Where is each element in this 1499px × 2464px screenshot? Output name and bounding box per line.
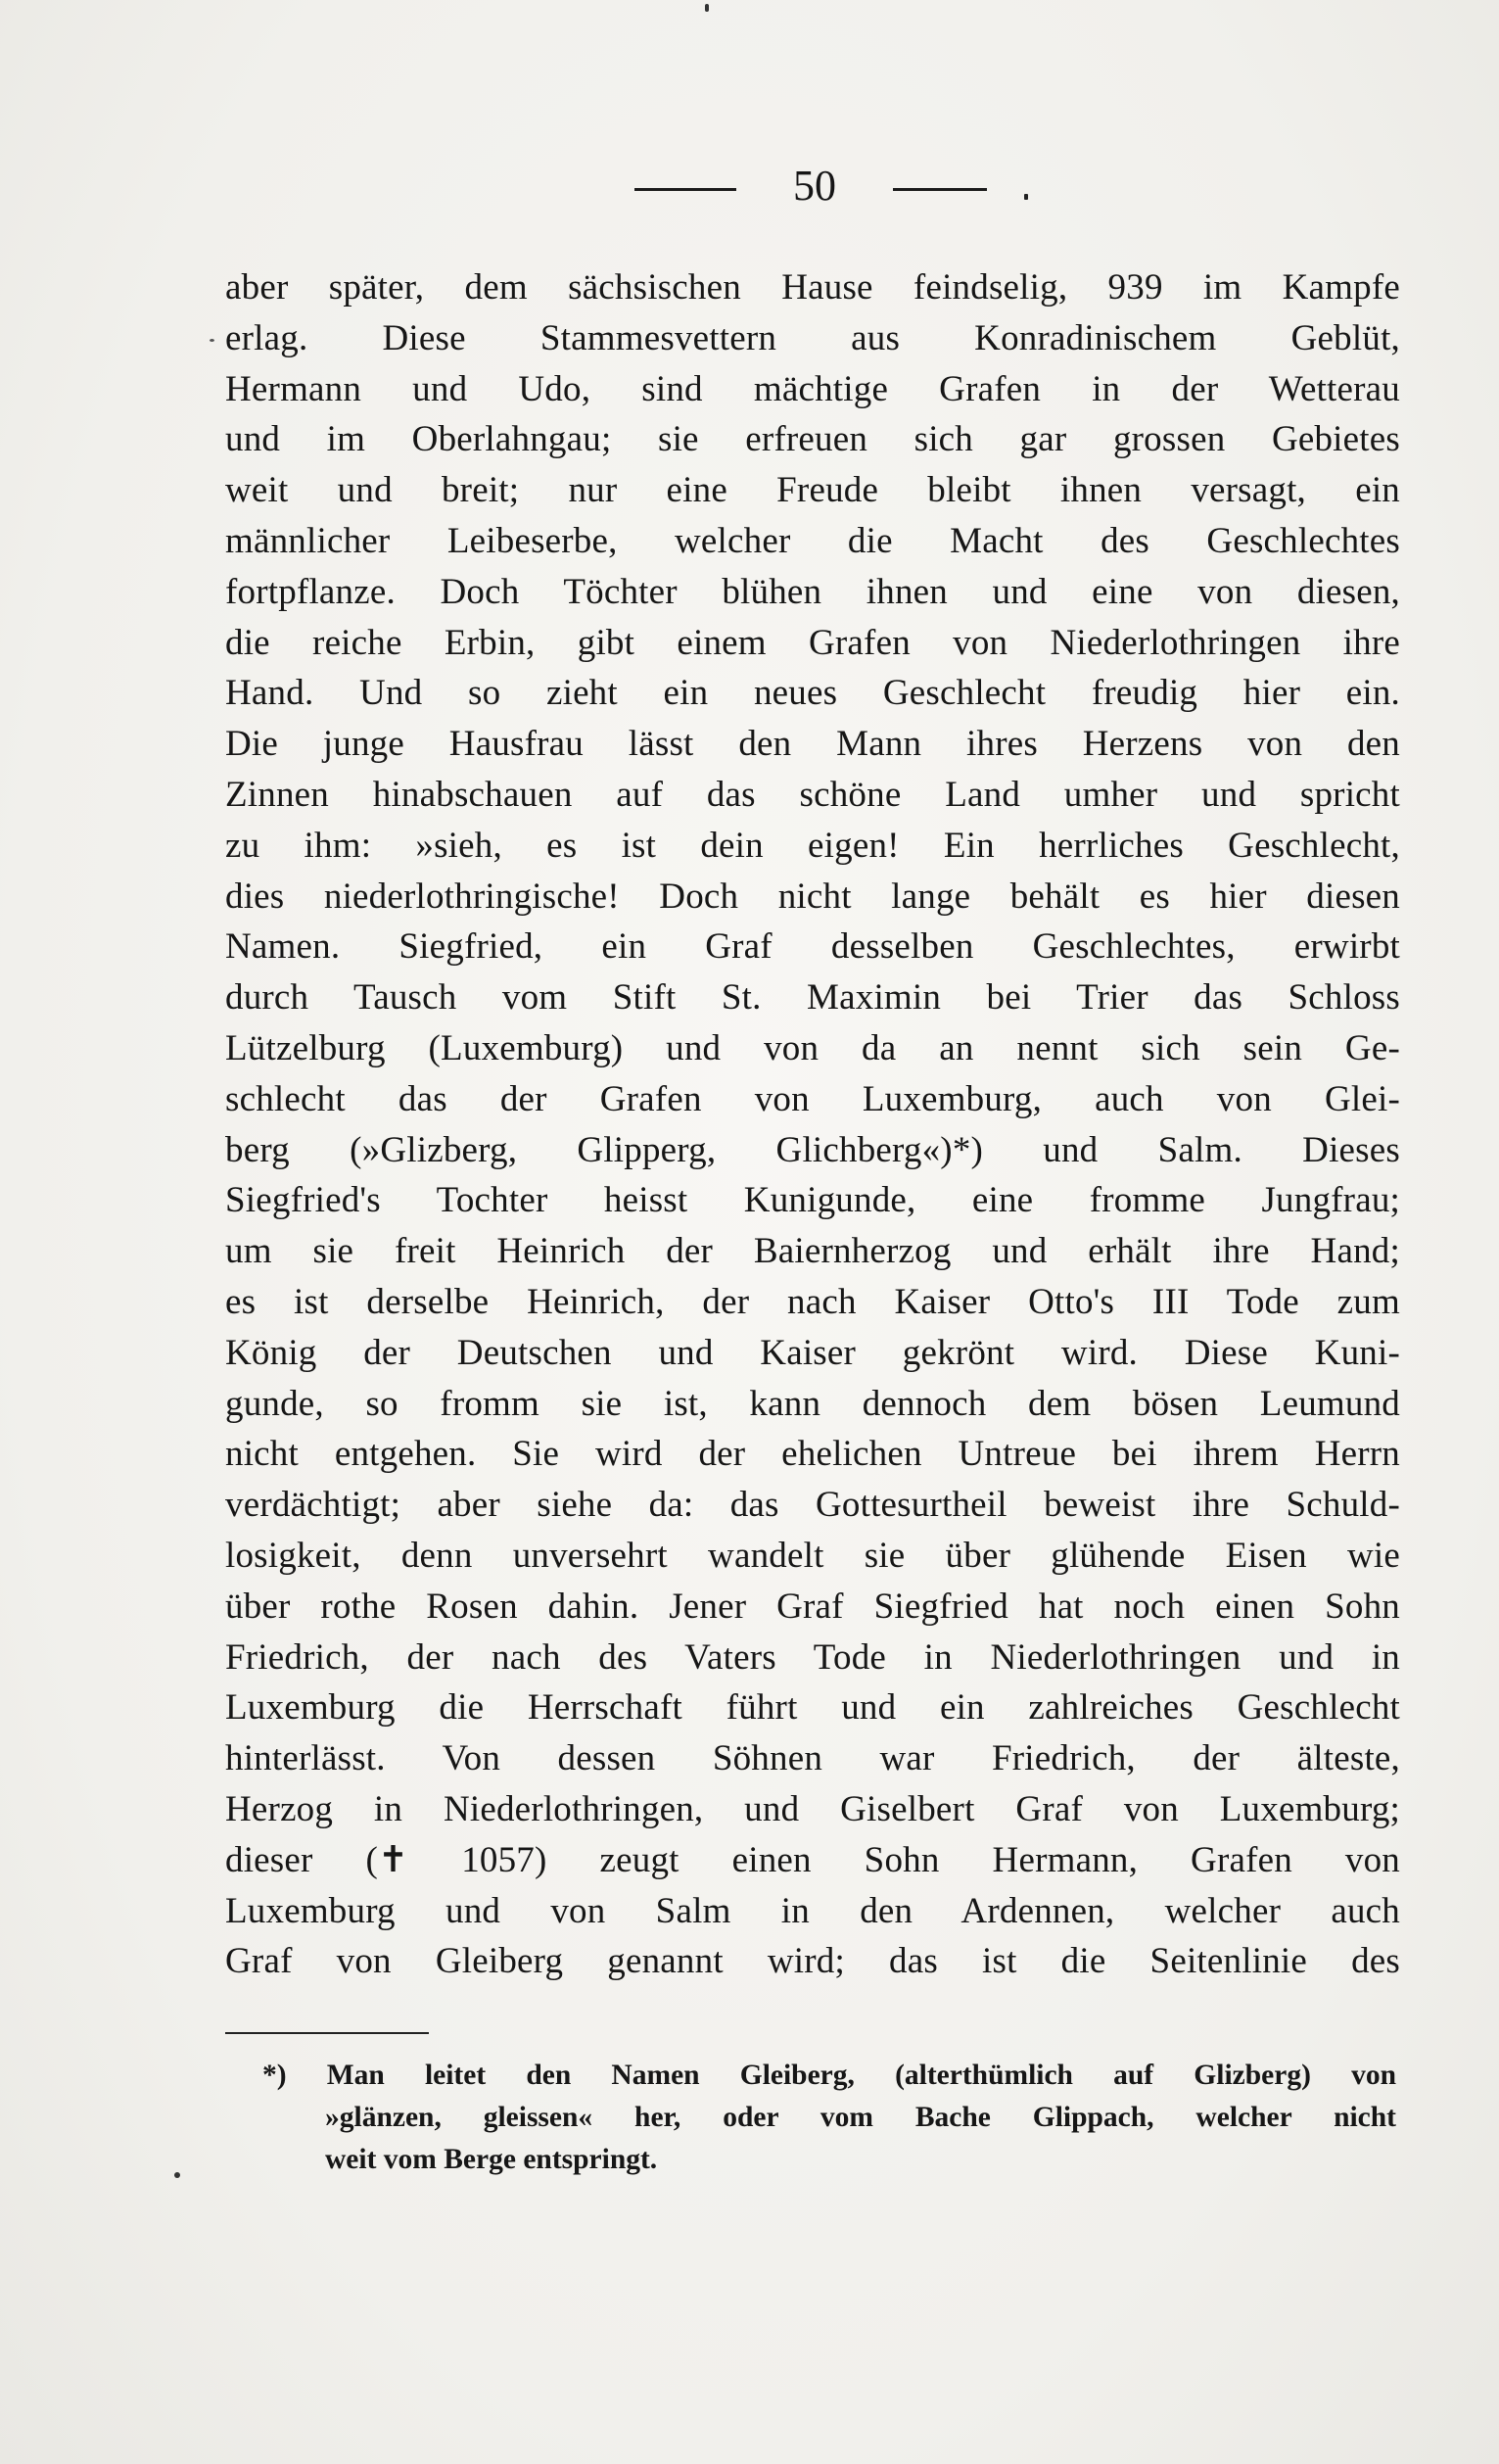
body-line: berg (»Glizberg, Glipperg, Glichberg«)*) und Salm. Dieses — [225, 1129, 1400, 1170]
body-line: Luxemburg und von Salm in den Ardennen, welcher auch — [225, 1890, 1400, 1931]
print-speck — [705, 4, 709, 12]
body-line: weit und breit; nur eine Freude bleibt ihnen versagt, ein — [225, 470, 1400, 511]
footnote-line: weit vom Berge entspringt. — [325, 2144, 658, 2175]
body-line: Friedrich, der nach des Vaters Tode in Niederlothringen und in — [225, 1636, 1400, 1678]
body-line: nicht entgehen. Sie wird der ehelichen Untreue bei ihrem Herrn — [225, 1434, 1400, 1475]
body-line: Lützelburg (Luxemburg) und von da an nennt sich sein Ge- — [225, 1027, 1400, 1068]
body-line: dieser (✝ 1057) zeugt einen Sohn Hermann, Grafen von — [225, 1839, 1400, 1880]
page-header — [0, 157, 1499, 215]
body-line: erlag. Diese Stammesvettern aus Konradinischem Geblüt, — [225, 317, 1400, 358]
body-line: hinterlässt. Von dessen Söhnen war Friedrich, der älteste, — [225, 1738, 1400, 1779]
footnote-line: *) Man leitet den Namen Gleiberg, (alterthümlich auf Glizberg) von — [262, 2060, 1396, 2091]
body-line: Namen. Siegfried, ein Graf desselben Geschlechtes, erwirbt — [225, 926, 1400, 968]
body-line: zu ihm: »sieh, es ist dein eigen! Ein herrliches Geschlecht, — [225, 825, 1400, 866]
body-line: männlicher Leibeserbe, welcher die Macht des Geschlechtes — [225, 520, 1400, 561]
body-line: durch Tausch vom Stift St. Maximin bei Trier das Schloss — [225, 977, 1400, 1019]
body-line: und im Oberlahngau; sie erfreuen sich gar grossen Gebietes — [225, 419, 1400, 460]
body-line: über rothe Rosen dahin. Jener Graf Siegfried hat noch einen Sohn — [225, 1586, 1400, 1627]
header-dot — [1024, 194, 1028, 200]
footnote-divider — [225, 2032, 429, 2034]
body-text — [225, 262, 1400, 1987]
body-line: Herzog in Niederlothringen, und Giselbert Graf von Luxemburg; — [225, 1788, 1400, 1829]
footnote-line: »glänzen, gleissen« her, oder vom Bache Glippach, welcher nicht — [325, 2102, 1396, 2133]
body-line: Graf von Gleiberg genannt wird; das ist die Seitenlinie des — [225, 1941, 1400, 1982]
body-line: um sie freit Heinrich der Baiernherzog und erhält ihre Hand; — [225, 1231, 1400, 1272]
body-line: fortpflanze. Doch Töchter blühen ihnen und eine von diesen, — [225, 571, 1400, 612]
body-line: die reiche Erbin, gibt einem Grafen von Niederlothringen ihre — [225, 622, 1400, 663]
body-line: Hand. Und so zieht ein neues Geschlecht freudig hier ein. — [225, 673, 1400, 714]
body-line: Die junge Hausfrau lässt den Mann ihres Herzens von den — [225, 724, 1400, 765]
footnote — [262, 2055, 1396, 2181]
body-line: Siegfried's Tochter heisst Kunigunde, eine fromme Jungfrau; — [225, 1180, 1400, 1221]
body-line: es ist derselbe Heinrich, der nach Kaiser Otto's III Tode zum — [225, 1281, 1400, 1322]
body-line: Hermann und Udo, sind mächtige Grafen in der Wetterau — [225, 368, 1400, 409]
body-line: gunde, so fromm sie ist, kann dennoch dem bösen Leumund — [225, 1383, 1400, 1424]
body-line: Zinnen hinabschauen auf das schöne Land umher und spricht — [225, 774, 1400, 815]
body-line: losigkeit, denn unversehrt wandelt sie über glühende Eisen wie — [225, 1535, 1400, 1576]
body-line: aber später, dem sächsischen Hause feindselig, 939 im Kampfe — [225, 267, 1400, 308]
body-line: verdächtigt; aber siehe da: das Gottesurtheil beweist ihre Schuld- — [225, 1485, 1400, 1526]
print-speck — [210, 339, 214, 342]
header-rule-left — [634, 188, 736, 191]
header-rule-right — [893, 188, 987, 191]
page-number: 50 — [793, 162, 836, 210]
body-line: Luxemburg die Herrschaft führt und ein zahlreiches Geschlecht — [225, 1687, 1400, 1729]
body-line: schlecht das der Grafen von Luxemburg, auch von Glei- — [225, 1078, 1400, 1119]
body-line: König der Deutschen und Kaiser gekrönt wird. Diese Kuni- — [225, 1332, 1400, 1373]
print-speck — [174, 2172, 180, 2178]
body-line: dies niederlothringische! Doch nicht lange behält es hier diesen — [225, 876, 1400, 917]
